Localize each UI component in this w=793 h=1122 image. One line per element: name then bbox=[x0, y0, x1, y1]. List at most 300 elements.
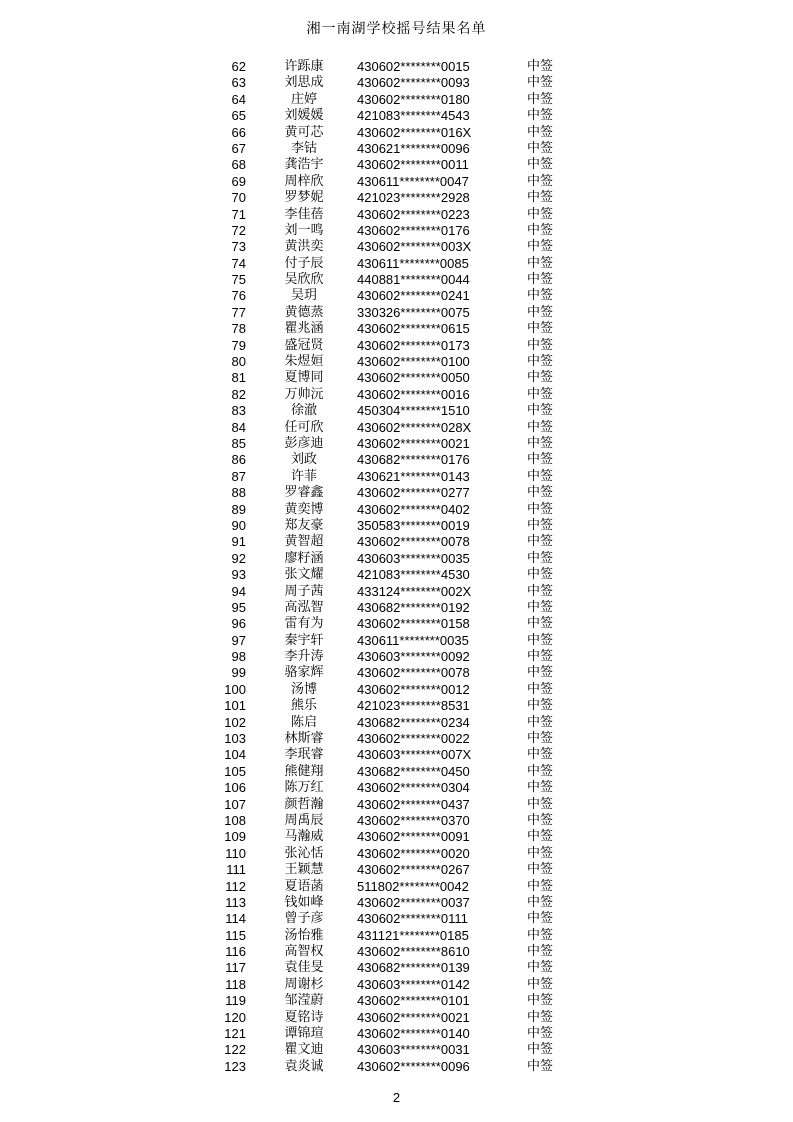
lottery-result: 中签 bbox=[527, 665, 554, 681]
list-item bbox=[0, 797, 793, 813]
list-item bbox=[0, 469, 793, 485]
list-item bbox=[0, 403, 793, 419]
list-item bbox=[0, 911, 793, 927]
row-number: 116 bbox=[225, 944, 246, 960]
lottery-result: 中签 bbox=[527, 583, 554, 599]
list-item bbox=[0, 125, 793, 141]
lottery-result: 中签 bbox=[527, 403, 554, 419]
row-number: 85 bbox=[231, 435, 246, 451]
student-name: 朱煜姮 bbox=[284, 354, 324, 370]
id-number: 430602********0021 bbox=[357, 435, 470, 451]
lottery-result: 中签 bbox=[527, 976, 554, 992]
row-number: 105 bbox=[224, 763, 246, 779]
list-item bbox=[0, 420, 793, 436]
id-number: 421023********8531 bbox=[357, 698, 470, 714]
list-item bbox=[0, 75, 793, 91]
list-item bbox=[0, 649, 793, 665]
student-name: 刘媛媛 bbox=[284, 108, 324, 124]
list-item bbox=[0, 862, 793, 878]
list-item bbox=[0, 764, 793, 780]
student-name: 盛冠贤 bbox=[284, 337, 324, 353]
list-item bbox=[0, 370, 793, 386]
lottery-result: 中签 bbox=[527, 452, 554, 468]
id-number: 430602********0078 bbox=[357, 534, 470, 550]
student-name: 钱如峰 bbox=[284, 894, 324, 910]
student-name: 庄婷 bbox=[290, 91, 317, 107]
lottery-result: 中签 bbox=[527, 1009, 554, 1025]
list-item bbox=[0, 190, 793, 206]
id-number: 511802********0042 bbox=[357, 878, 469, 894]
id-number: 430611********0047 bbox=[357, 173, 469, 189]
lottery-result: 中签 bbox=[527, 681, 554, 697]
row-number: 70 bbox=[231, 190, 246, 206]
student-name: 周禹辰 bbox=[284, 812, 324, 828]
id-number: 430602********0277 bbox=[357, 485, 470, 501]
row-number: 115 bbox=[225, 927, 246, 943]
id-number: 430602********0012 bbox=[357, 681, 470, 697]
student-name: 袁佳旻 bbox=[284, 960, 324, 976]
list-item bbox=[0, 436, 793, 452]
row-number: 69 bbox=[231, 173, 246, 189]
lottery-result: 中签 bbox=[527, 239, 554, 255]
lottery-result: 中签 bbox=[527, 206, 554, 222]
row-number: 121 bbox=[224, 1026, 246, 1042]
id-number: 430602********0015 bbox=[357, 59, 470, 74]
lottery-result: 中签 bbox=[527, 567, 554, 583]
id-number: 430602********0037 bbox=[357, 894, 470, 910]
student-name: 吴玥 bbox=[290, 288, 317, 304]
row-number: 81 bbox=[231, 370, 246, 386]
lottery-result: 中签 bbox=[527, 796, 554, 812]
student-name: 郑友豪 bbox=[284, 517, 324, 533]
lottery-result: 中签 bbox=[527, 190, 554, 206]
list-item bbox=[0, 1026, 793, 1042]
id-number: 430602********0022 bbox=[357, 731, 470, 747]
student-name: 夏博同 bbox=[284, 370, 324, 386]
list-item bbox=[0, 551, 793, 567]
student-name: 瞿文迪 bbox=[284, 1042, 324, 1058]
student-name: 刘政 bbox=[290, 452, 317, 468]
row-number: 113 bbox=[225, 894, 246, 910]
lottery-result: 中签 bbox=[527, 731, 554, 747]
student-name: 高泓智 bbox=[284, 599, 324, 615]
student-name: 高智权 bbox=[284, 944, 324, 960]
id-number: 430602********0091 bbox=[357, 829, 470, 845]
row-number: 95 bbox=[231, 599, 246, 615]
row-number: 111 bbox=[226, 862, 246, 878]
id-number: 430603********007X bbox=[357, 747, 472, 763]
list-item bbox=[0, 1010, 793, 1026]
id-number: 430621********0096 bbox=[357, 140, 470, 156]
student-name: 汤博 bbox=[290, 681, 317, 697]
row-number: 98 bbox=[231, 649, 246, 665]
list-item bbox=[0, 387, 793, 403]
list-item bbox=[0, 715, 793, 731]
lottery-result: 中签 bbox=[527, 1026, 554, 1042]
student-name: 李升涛 bbox=[284, 649, 324, 665]
lottery-result: 中签 bbox=[527, 124, 554, 140]
row-number: 109 bbox=[224, 829, 246, 845]
lottery-result: 中签 bbox=[527, 550, 554, 566]
id-number: 430682********0139 bbox=[357, 960, 470, 976]
id-number: 430621********0143 bbox=[357, 468, 470, 484]
student-name: 谭锦瑄 bbox=[284, 1026, 324, 1042]
student-name: 雷有为 bbox=[284, 616, 324, 632]
id-number: 330326********0075 bbox=[357, 304, 470, 320]
row-number: 100 bbox=[224, 681, 246, 697]
lottery-result: 中签 bbox=[527, 91, 554, 107]
student-name: 陈万红 bbox=[284, 780, 324, 796]
list-item bbox=[0, 502, 793, 518]
row-number: 93 bbox=[231, 567, 246, 583]
student-name: 徐澈 bbox=[290, 403, 317, 419]
student-name: 汤怡雅 bbox=[284, 927, 324, 943]
list-item bbox=[0, 321, 793, 337]
lottery-result: 中签 bbox=[527, 501, 554, 517]
id-number: 430602********0140 bbox=[357, 1026, 470, 1042]
row-number: 97 bbox=[231, 632, 246, 648]
row-number: 120 bbox=[224, 1009, 246, 1025]
row-number: 89 bbox=[231, 501, 246, 517]
student-name: 黄奕博 bbox=[284, 501, 324, 517]
row-number: 106 bbox=[224, 780, 246, 796]
lottery-result: 中签 bbox=[527, 157, 554, 173]
id-number: 430602********0370 bbox=[357, 812, 470, 828]
row-number: 86 bbox=[231, 452, 246, 468]
lottery-result: 中签 bbox=[527, 960, 554, 976]
list-item bbox=[0, 256, 793, 272]
id-number: 430602********0100 bbox=[357, 354, 470, 370]
row-number: 92 bbox=[231, 550, 246, 566]
student-name: 黄智超 bbox=[284, 534, 324, 550]
page-number: 2 bbox=[392, 1090, 401, 1105]
lottery-result: 中签 bbox=[527, 337, 554, 353]
id-number: 450304********1510 bbox=[357, 403, 470, 419]
id-number: 430602********0173 bbox=[357, 337, 470, 353]
list-item bbox=[0, 485, 793, 501]
list-item bbox=[0, 92, 793, 108]
student-name: 张沁恬 bbox=[284, 845, 324, 861]
row-number: 112 bbox=[225, 878, 246, 894]
student-name: 周谢杉 bbox=[284, 976, 324, 992]
list-item bbox=[0, 239, 793, 255]
list-item bbox=[0, 272, 793, 288]
row-number: 62 bbox=[231, 59, 246, 74]
row-number: 110 bbox=[225, 845, 246, 861]
lottery-result: 中签 bbox=[527, 255, 554, 271]
list-item bbox=[0, 157, 793, 173]
student-name: 许跞康 bbox=[284, 59, 324, 74]
lottery-result: 中签 bbox=[527, 485, 554, 501]
student-name: 夏语菡 bbox=[284, 878, 324, 894]
list-item bbox=[0, 207, 793, 223]
id-number: 430602********0267 bbox=[357, 862, 470, 878]
id-number: 430602********0241 bbox=[357, 288, 470, 304]
row-number: 96 bbox=[231, 616, 246, 632]
lottery-result: 中签 bbox=[527, 354, 554, 370]
row-number: 79 bbox=[231, 337, 246, 353]
row-number: 84 bbox=[231, 419, 246, 435]
list-item bbox=[0, 108, 793, 124]
id-number: 430602********0437 bbox=[357, 796, 470, 812]
row-number: 77 bbox=[231, 304, 246, 320]
list-item bbox=[0, 747, 793, 763]
id-number: 430603********0092 bbox=[357, 649, 470, 665]
list-item bbox=[0, 977, 793, 993]
lottery-result: 中签 bbox=[527, 714, 554, 730]
student-name: 罗梦妮 bbox=[284, 190, 324, 206]
row-number: 122 bbox=[224, 1042, 246, 1058]
id-number: 430602********0304 bbox=[357, 780, 470, 796]
student-name: 龚浩宇 bbox=[284, 157, 324, 173]
student-name: 颜哲瀚 bbox=[284, 796, 324, 812]
lottery-result: 中签 bbox=[527, 812, 554, 828]
student-name: 黄可芯 bbox=[284, 124, 324, 140]
lottery-result: 中签 bbox=[527, 272, 554, 288]
lottery-result: 中签 bbox=[527, 386, 554, 402]
row-number: 72 bbox=[231, 222, 246, 238]
student-name: 骆家辉 bbox=[284, 665, 324, 681]
lottery-result: 中签 bbox=[527, 616, 554, 632]
lottery-result: 中签 bbox=[527, 698, 554, 714]
list-item bbox=[0, 354, 793, 370]
lottery-result: 中签 bbox=[527, 304, 554, 320]
list-item bbox=[0, 829, 793, 845]
lottery-result: 中签 bbox=[527, 993, 554, 1009]
list-item bbox=[0, 960, 793, 976]
lottery-result: 中签 bbox=[527, 517, 554, 533]
lottery-result: 中签 bbox=[527, 632, 554, 648]
list-item bbox=[0, 223, 793, 239]
lottery-result: 中签 bbox=[527, 370, 554, 386]
student-name: 马瀚威 bbox=[284, 829, 324, 845]
list-item bbox=[0, 584, 793, 600]
lottery-result: 中签 bbox=[527, 780, 554, 796]
lottery-result: 中签 bbox=[527, 435, 554, 451]
id-number: 430602********016X bbox=[357, 124, 472, 140]
list-item bbox=[0, 633, 793, 649]
id-number: 430603********0142 bbox=[357, 976, 470, 992]
student-name: 瞿兆涵 bbox=[284, 321, 324, 337]
list-item bbox=[0, 928, 793, 944]
row-number: 88 bbox=[231, 485, 246, 501]
lottery-result: 中签 bbox=[527, 59, 554, 74]
student-name: 彭彦迪 bbox=[284, 435, 324, 451]
student-name: 万帅沅 bbox=[284, 386, 324, 402]
row-number: 119 bbox=[225, 993, 246, 1009]
student-name: 林斯睿 bbox=[284, 731, 324, 747]
lottery-result: 中签 bbox=[527, 911, 554, 927]
list-item bbox=[0, 993, 793, 1009]
id-number: 430602********0021 bbox=[357, 1009, 470, 1025]
lottery-result: 中签 bbox=[527, 173, 554, 189]
lottery-result: 中签 bbox=[527, 763, 554, 779]
list-item bbox=[0, 1059, 793, 1075]
lottery-result: 中签 bbox=[527, 75, 554, 91]
id-number: 430682********0176 bbox=[357, 452, 470, 468]
lottery-result: 中签 bbox=[527, 829, 554, 845]
id-number: 430602********003X bbox=[357, 239, 472, 255]
student-name: 袁炎诚 bbox=[284, 1058, 324, 1074]
row-number: 76 bbox=[231, 288, 246, 304]
row-number: 94 bbox=[231, 583, 246, 599]
row-number: 80 bbox=[231, 354, 246, 370]
id-number: 430682********0234 bbox=[357, 714, 470, 730]
result-list bbox=[0, 59, 793, 1075]
row-number: 103 bbox=[224, 731, 246, 747]
lottery-result: 中签 bbox=[527, 599, 554, 615]
lottery-result: 中签 bbox=[527, 288, 554, 304]
lottery-result: 中签 bbox=[527, 108, 554, 124]
id-number: 421023********2928 bbox=[357, 190, 470, 206]
list-item bbox=[0, 879, 793, 895]
row-number: 118 bbox=[225, 976, 246, 992]
lottery-result: 中签 bbox=[527, 927, 554, 943]
list-item bbox=[0, 141, 793, 157]
row-number: 90 bbox=[231, 517, 246, 533]
row-number: 75 bbox=[231, 272, 246, 288]
list-item bbox=[0, 338, 793, 354]
row-number: 91 bbox=[231, 534, 246, 550]
id-number: 430602********0101 bbox=[357, 993, 470, 1009]
row-number: 102 bbox=[224, 714, 246, 730]
student-name: 夏铭诗 bbox=[284, 1009, 324, 1025]
lottery-result: 中签 bbox=[527, 534, 554, 550]
list-item bbox=[0, 682, 793, 698]
list-item bbox=[0, 665, 793, 681]
student-name: 付子辰 bbox=[284, 255, 324, 271]
list-item bbox=[0, 567, 793, 583]
row-number: 114 bbox=[225, 911, 246, 927]
id-number: 440881********0044 bbox=[357, 272, 470, 288]
lottery-result: 中签 bbox=[527, 845, 554, 861]
lottery-result: 中签 bbox=[527, 1042, 554, 1058]
student-name: 邹滢蔚 bbox=[284, 993, 324, 1009]
row-number: 82 bbox=[231, 386, 246, 402]
lottery-result: 中签 bbox=[527, 649, 554, 665]
row-number: 73 bbox=[231, 239, 246, 255]
row-number: 123 bbox=[224, 1058, 246, 1074]
student-name: 任可欣 bbox=[284, 419, 324, 435]
list-item bbox=[0, 59, 793, 75]
id-number: 430603********0035 bbox=[357, 550, 470, 566]
id-number: 430682********0192 bbox=[357, 599, 470, 615]
row-number: 63 bbox=[231, 75, 246, 91]
student-name: 刘思成 bbox=[284, 75, 324, 91]
id-number: 430602********8610 bbox=[357, 944, 470, 960]
row-number: 101 bbox=[224, 698, 246, 714]
id-number: 421083********4530 bbox=[357, 567, 470, 583]
list-item bbox=[0, 780, 793, 796]
id-number: 430602********0158 bbox=[357, 616, 470, 632]
lottery-result: 中签 bbox=[527, 944, 554, 960]
row-number: 67 bbox=[231, 140, 246, 156]
id-number: 430602********0050 bbox=[357, 370, 470, 386]
id-number: 430602********0402 bbox=[357, 501, 470, 517]
list-item bbox=[0, 305, 793, 321]
list-item bbox=[0, 731, 793, 747]
student-name: 刘一鸣 bbox=[284, 222, 324, 238]
list-item bbox=[0, 452, 793, 468]
list-item bbox=[0, 1042, 793, 1058]
id-number: 430611********0085 bbox=[357, 255, 469, 271]
list-item bbox=[0, 288, 793, 304]
id-number: 430682********0450 bbox=[357, 763, 470, 779]
row-number: 74 bbox=[231, 255, 246, 271]
id-number: 430602********0078 bbox=[357, 665, 470, 681]
list-item bbox=[0, 698, 793, 714]
id-number: 433124********002X bbox=[357, 583, 472, 599]
row-number: 108 bbox=[224, 812, 246, 828]
row-number: 104 bbox=[224, 747, 246, 763]
list-item bbox=[0, 616, 793, 632]
student-name: 张文耀 bbox=[284, 567, 324, 583]
student-name: 廖籽涵 bbox=[284, 550, 324, 566]
student-name: 周子茜 bbox=[284, 583, 324, 599]
row-number: 66 bbox=[231, 124, 246, 140]
list-item bbox=[0, 846, 793, 862]
lottery-result: 中签 bbox=[527, 1058, 554, 1074]
lottery-result: 中签 bbox=[527, 862, 554, 878]
id-number: 430602********0011 bbox=[357, 157, 469, 173]
id-number: 350583********0019 bbox=[357, 517, 470, 533]
student-name: 黄洪奕 bbox=[284, 239, 324, 255]
row-number: 83 bbox=[231, 403, 246, 419]
id-number: 430602********0016 bbox=[357, 386, 470, 402]
list-item bbox=[0, 534, 793, 550]
list-item bbox=[0, 174, 793, 190]
lottery-result: 中签 bbox=[527, 878, 554, 894]
student-name: 曾子彦 bbox=[284, 911, 324, 927]
student-name: 周梓欣 bbox=[284, 173, 324, 189]
lottery-result: 中签 bbox=[527, 894, 554, 910]
id-number: 430602********0180 bbox=[357, 91, 470, 107]
student-name: 李佳蓓 bbox=[284, 206, 324, 222]
lottery-result: 中签 bbox=[527, 747, 554, 763]
id-number: 431121********0185 bbox=[357, 927, 469, 943]
row-number: 71 bbox=[231, 206, 246, 222]
lottery-result: 中签 bbox=[527, 140, 554, 156]
id-number: 421083********4543 bbox=[357, 108, 470, 124]
list-item bbox=[0, 600, 793, 616]
id-number: 430611********0035 bbox=[357, 632, 469, 648]
id-number: 430602********0020 bbox=[357, 845, 470, 861]
list-item bbox=[0, 518, 793, 534]
student-name: 秦宇轩 bbox=[284, 632, 324, 648]
row-number: 68 bbox=[231, 157, 246, 173]
id-number: 430602********0093 bbox=[357, 75, 470, 91]
id-number: 430602********0096 bbox=[357, 1058, 470, 1074]
list-item bbox=[0, 813, 793, 829]
lottery-result: 中签 bbox=[527, 222, 554, 238]
student-name: 吴欣欣 bbox=[284, 272, 324, 288]
lottery-result: 中签 bbox=[527, 419, 554, 435]
student-name: 罗睿鑫 bbox=[284, 485, 324, 501]
row-number: 78 bbox=[231, 321, 246, 337]
id-number: 430602********0615 bbox=[357, 321, 470, 337]
student-name: 李钴 bbox=[290, 140, 317, 156]
student-name: 王颖慧 bbox=[284, 862, 324, 878]
id-number: 430602********0223 bbox=[357, 206, 470, 222]
id-number: 430602********0111 bbox=[357, 911, 468, 927]
student-name: 李珉睿 bbox=[284, 747, 324, 763]
document-title: 湘一南湖学校摇号结果名单 bbox=[306, 21, 487, 37]
student-name: 熊乐 bbox=[290, 698, 317, 714]
list-item bbox=[0, 944, 793, 960]
row-number: 117 bbox=[225, 960, 246, 976]
row-number: 87 bbox=[231, 468, 246, 484]
id-number: 430602********0176 bbox=[357, 222, 470, 238]
